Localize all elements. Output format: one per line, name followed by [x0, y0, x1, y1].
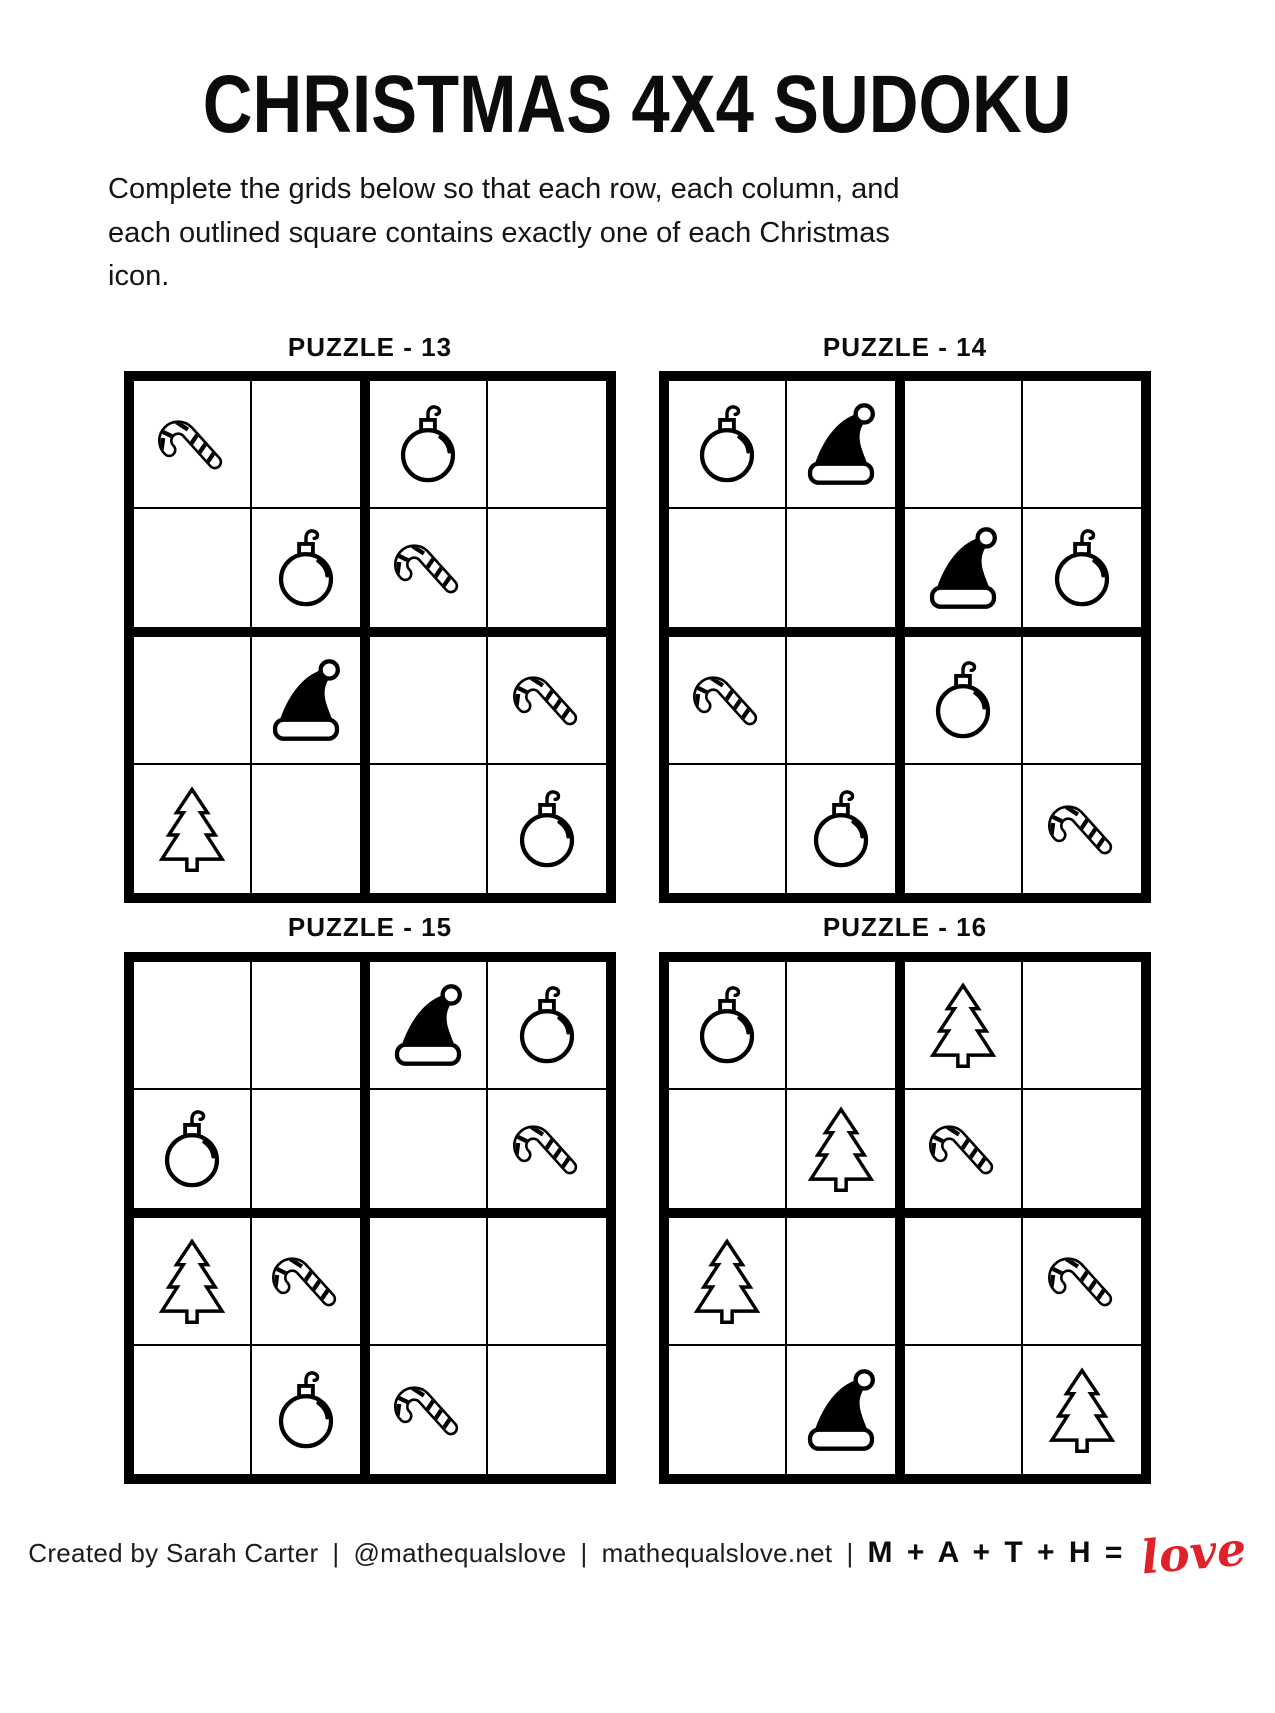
- grid-cell-empty: [905, 1218, 1023, 1346]
- grid-cell-empty: [252, 1090, 370, 1218]
- grid-cell-empty: [669, 509, 787, 637]
- footer-website: mathequalslove.net: [601, 1537, 833, 1568]
- grid-cell-tree: [669, 1218, 787, 1346]
- grid-cell-empty: [1023, 381, 1141, 509]
- puzzle-block-13: [124, 333, 616, 904]
- ornament-icon: [263, 1367, 349, 1453]
- grid-cell-santa-hat: [787, 1346, 905, 1474]
- grid-cell-candy-cane: [488, 637, 606, 765]
- grid-cell-santa-hat: [252, 637, 370, 765]
- puzzle-block-15: [124, 913, 616, 1484]
- candy-cane-icon: [263, 1238, 349, 1324]
- sudoku-grid: [124, 952, 616, 1484]
- ornament-icon: [149, 1106, 235, 1192]
- footer-brand-love: love: [1139, 1521, 1249, 1585]
- grid-cell-empty: [787, 637, 905, 765]
- tree-icon: [798, 1106, 884, 1192]
- grid-cell-empty: [905, 765, 1023, 893]
- grid-cell-candy-cane: [669, 637, 787, 765]
- footer-handle: @mathequalslove: [353, 1537, 567, 1568]
- puzzle-title: PUZZLE - 15: [287, 912, 453, 943]
- page-title: [0, 59, 1275, 150]
- grid-cell-santa-hat: [787, 381, 905, 509]
- instructions-line-1: Complete the grids below so that each row, each column, and: [108, 173, 900, 205]
- grid-cell-ornament: [252, 1346, 370, 1474]
- sudoku-grid: [659, 371, 1151, 903]
- grid-cell-empty: [370, 765, 488, 893]
- grid-cell-tree: [134, 1218, 252, 1346]
- grid-cell-tree: [787, 1090, 905, 1218]
- tree-icon: [1039, 1367, 1125, 1453]
- ornament-icon: [263, 525, 349, 611]
- santa-hat-icon: [798, 1367, 884, 1453]
- grid-cell-empty: [488, 1346, 606, 1474]
- grid-cell-candy-cane: [134, 381, 252, 509]
- ornament-icon: [504, 786, 590, 872]
- grid-cell-empty: [787, 962, 905, 1090]
- tree-icon: [684, 1238, 770, 1324]
- puzzle-title: PUZZLE - 14: [822, 331, 988, 362]
- ornament-icon: [920, 657, 1006, 743]
- ornament-icon: [1039, 525, 1125, 611]
- tree-icon: [149, 786, 235, 872]
- santa-hat-icon: [920, 525, 1006, 611]
- page-title-text: CHRISTMAS 4X4 SUDOKU: [203, 59, 1072, 150]
- grid-cell-ornament: [669, 381, 787, 509]
- footer-credit: Created by Sarah Carter: [28, 1537, 319, 1568]
- grid-cell-empty: [787, 1218, 905, 1346]
- ornament-icon: [684, 982, 770, 1068]
- grid-cell-candy-cane: [370, 509, 488, 637]
- grid-cell-ornament: [1023, 509, 1141, 637]
- grid-cell-tree: [905, 962, 1023, 1090]
- candy-cane-icon: [1039, 786, 1125, 872]
- grid-cell-santa-hat: [370, 962, 488, 1090]
- grid-cell-empty: [370, 1218, 488, 1346]
- grid-cell-ornament: [488, 962, 606, 1090]
- grid-cell-empty: [252, 962, 370, 1090]
- grid-cell-empty: [669, 1346, 787, 1474]
- ornament-icon: [798, 786, 884, 872]
- grid-cell-empty: [252, 765, 370, 893]
- grid-cell-empty: [134, 509, 252, 637]
- sudoku-grid: [659, 952, 1151, 1484]
- grid-cell-empty: [488, 509, 606, 637]
- grid-cell-empty: [669, 1090, 787, 1218]
- candy-cane-icon: [504, 657, 590, 743]
- grid-cell-candy-cane: [370, 1346, 488, 1474]
- grid-cell-ornament: [370, 381, 488, 509]
- grid-cell-empty: [252, 381, 370, 509]
- grid-cell-ornament: [134, 1090, 252, 1218]
- puzzle-title: PUZZLE - 13: [287, 331, 453, 362]
- grid-cell-santa-hat: [905, 509, 1023, 637]
- grid-cell-ornament: [787, 765, 905, 893]
- tree-icon: [149, 1238, 235, 1324]
- grid-cell-empty: [134, 1346, 252, 1474]
- grid-cell-tree: [1023, 1346, 1141, 1474]
- grid-cell-empty: [905, 381, 1023, 509]
- candy-cane-icon: [684, 657, 770, 743]
- grid-cell-empty: [134, 962, 252, 1090]
- grid-cell-empty: [370, 1090, 488, 1218]
- grid-cell-candy-cane: [488, 1090, 606, 1218]
- footer-separator: |: [332, 1537, 340, 1568]
- footer-separator: |: [846, 1537, 854, 1568]
- candy-cane-icon: [385, 1367, 471, 1453]
- candy-cane-icon: [920, 1106, 1006, 1192]
- grid-cell-empty: [1023, 1090, 1141, 1218]
- instructions-text: [108, 168, 1275, 299]
- footer: [0, 1521, 1275, 1585]
- grid-cell-empty: [905, 1346, 1023, 1474]
- grid-cell-ornament: [669, 962, 787, 1090]
- puzzles-section: [0, 333, 1275, 1485]
- ornament-icon: [385, 401, 471, 487]
- instructions-line-3: icon.: [108, 260, 170, 292]
- santa-hat-icon: [385, 982, 471, 1068]
- grid-cell-empty: [669, 765, 787, 893]
- grid-cell-candy-cane: [1023, 765, 1141, 893]
- candy-cane-icon: [504, 1106, 590, 1192]
- ornament-icon: [684, 401, 770, 487]
- candy-cane-icon: [385, 525, 471, 611]
- tree-icon: [920, 982, 1006, 1068]
- worksheet-page: [0, 59, 1275, 1713]
- grid-cell-empty: [370, 637, 488, 765]
- puzzle-block-16: [659, 913, 1151, 1484]
- sudoku-grid: [124, 371, 616, 903]
- grid-cell-candy-cane: [252, 1218, 370, 1346]
- grid-cell-empty: [787, 509, 905, 637]
- instructions-line-2: each outlined square contains exactly one of each Christmas: [108, 216, 890, 249]
- grid-cell-empty: [1023, 962, 1141, 1090]
- puzzle-block-14: [659, 333, 1151, 904]
- ornament-icon: [504, 982, 590, 1068]
- santa-hat-icon: [798, 401, 884, 487]
- footer-brand-math: M + A + T + H =: [867, 1536, 1126, 1570]
- puzzle-title: PUZZLE - 16: [822, 912, 988, 943]
- candy-cane-icon: [149, 401, 235, 487]
- grid-cell-ornament: [488, 765, 606, 893]
- grid-cell-ornament: [252, 509, 370, 637]
- grid-cell-candy-cane: [905, 1090, 1023, 1218]
- grid-cell-tree: [134, 765, 252, 893]
- grid-cell-ornament: [905, 637, 1023, 765]
- candy-cane-icon: [1039, 1238, 1125, 1324]
- grid-cell-empty: [488, 1218, 606, 1346]
- grid-cell-empty: [134, 637, 252, 765]
- grid-cell-candy-cane: [1023, 1218, 1141, 1346]
- grid-cell-empty: [1023, 637, 1141, 765]
- santa-hat-icon: [263, 657, 349, 743]
- footer-separator: |: [580, 1537, 588, 1568]
- grid-cell-empty: [488, 381, 606, 509]
